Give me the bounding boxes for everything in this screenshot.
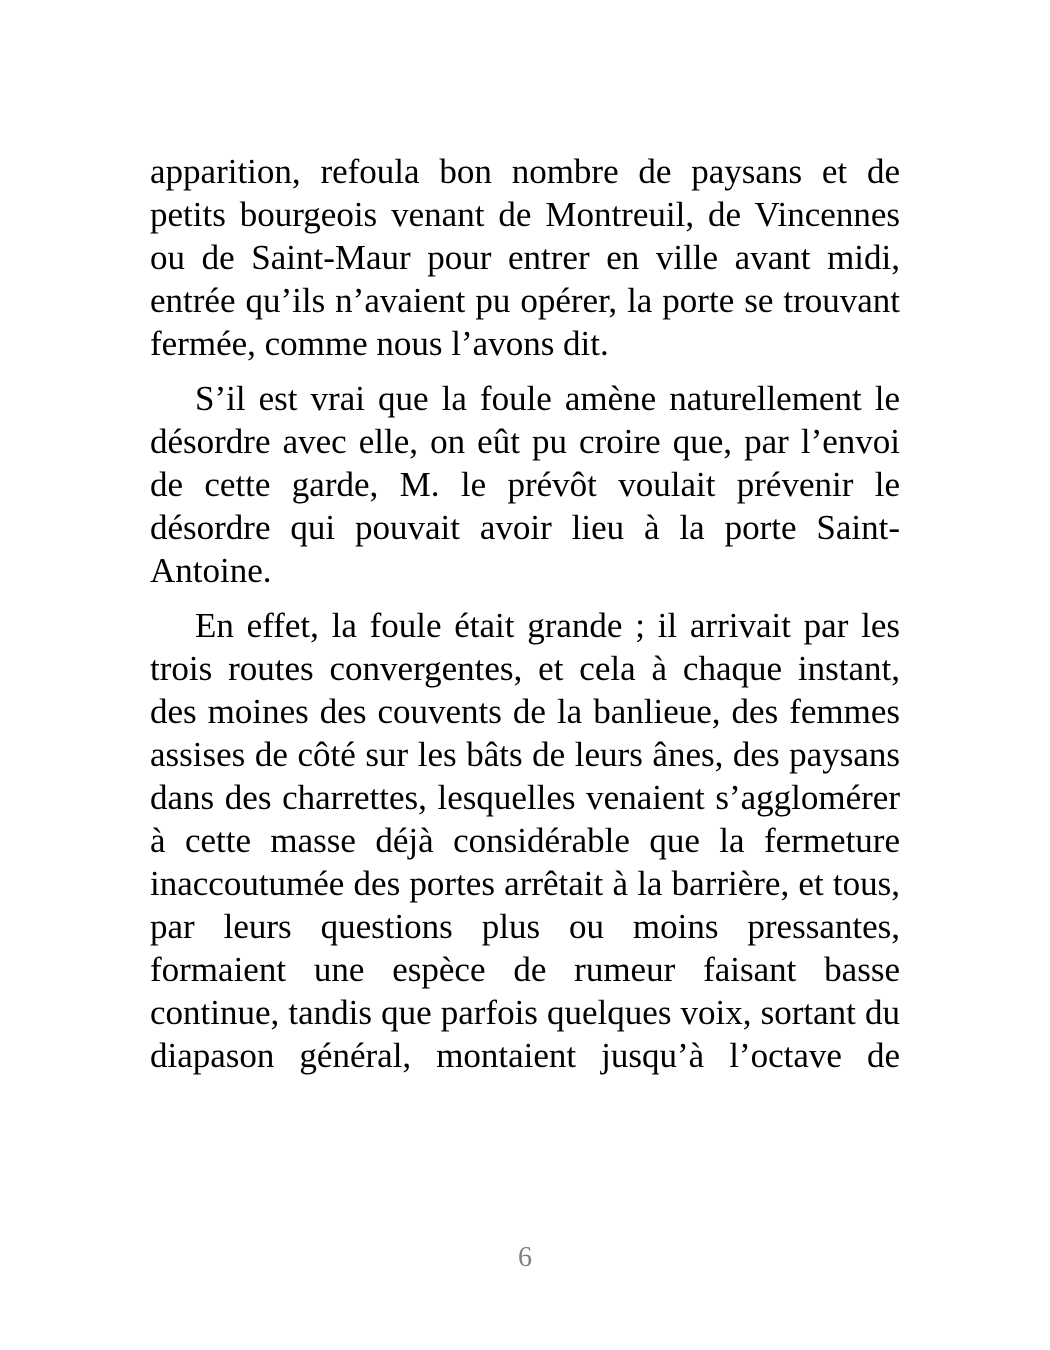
page-number: 6 <box>518 1242 532 1273</box>
paragraph-continued: apparition, refoula bon nombre de paysans et de petits bourgeois venant de Montreuil, de Vincennes ou de Saint-Maur pour entrer en ville avant midi, entrée qu’ils n’avaient pu opérer, la porte se trouvant fermée, comme nous l’avons dit. <box>150 152 900 363</box>
body-text <box>150 150 900 1077</box>
paragraph: S’il est vrai que la foule amène naturellement le désordre avec elle, on eût pu croire que, par l’envoi de cette garde, M. le prévôt voulait prévenir le désordre qui pouvait avoir lieu à la porte Saint-Antoine. <box>150 379 900 590</box>
paragraph-continues: En effet, la foule était grande ; il arrivait par les trois routes convergentes, et cela à chaque instant, des moines des couvents de la banlieue, des femmes assises de côté sur les bâts de leurs ânes, des paysans dans des charrettes, lesquelles venaient s’agglomérer à cette masse déjà considérable que la fermeture inaccoutumée des portes arrêtait à la barrière, et tous, par leurs questions plus ou moins pressantes, formaient une espèce de rumeur faisant basse continue, tandis que parfois quelques voix, sortant du diapason général, montaient jusqu’à l’octave de <box>150 606 900 1075</box>
